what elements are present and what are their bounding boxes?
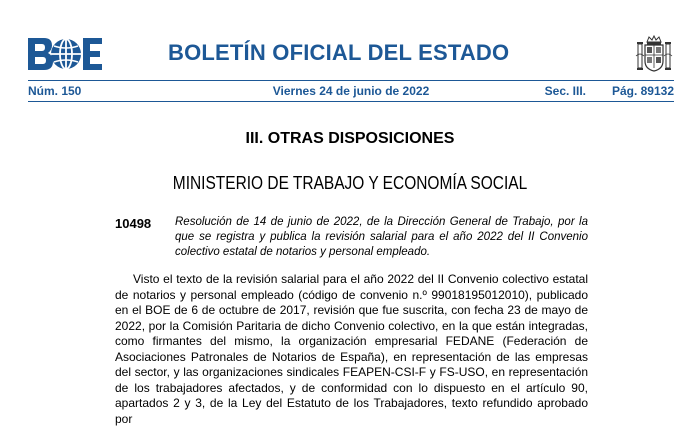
- header-divider-bottom: [28, 101, 674, 102]
- ministry-heading: MINISTERIO DE TRABAJO Y ECONOMÍA SOCIAL: [172, 173, 528, 193]
- header-divider-top: [28, 80, 674, 81]
- page-number: Pág. 89132: [611, 84, 674, 98]
- publication-title: BOLETÍN OFICIAL DEL ESTADO: [168, 40, 510, 65]
- section-label: Sec. III.: [544, 84, 586, 98]
- coat-of-arms-icon: [634, 34, 674, 74]
- issue-number: Núm. 150: [28, 84, 82, 98]
- issue-info-bar: [28, 84, 674, 100]
- resolution-number: 10498: [115, 216, 152, 231]
- body-paragraph: Visto el texto de la revisión salarial para el año 2022 del II Convenio colectivo estatal de notarios y personal empleado (código de convenio n.º 99018195012010), publicado en el BOE de 6 de octubre de 2017, revisión que fue suscrita, con fecha 23 de mayo de 2022, por la Comisión Paritaria de dicho Convenio colectivo, en la que están integradas, como firmantes del mismo, la organización empresarial FEDANE (Federación de Asociaciones Patronales de Notarios de España), en representación de las empresas del sector, y las organizaciones sindicales FEAPEN-CSI-F y FS-USO, en representación de los trabajadores afectados, y de conformidad con lo dispuesto en el artículo 90, apartados 2 y 3, de la Ley del Estatuto de los Trabajadores, texto refundido aprobado por: [115, 272, 588, 426]
- boe-logo: [28, 38, 102, 70]
- section-heading: III. OTRAS DISPOSICIONES: [245, 130, 455, 147]
- issue-date: Viernes 24 de junio de 2022: [272, 84, 430, 98]
- resolution-summary: Resolución de 14 de junio de 2022, de la Dirección General de Trabajo, por la que se registra y publica la revisión salarial para el año 2022 del II Convenio colectivo estatal de notarios y personal empleado.: [175, 216, 588, 258]
